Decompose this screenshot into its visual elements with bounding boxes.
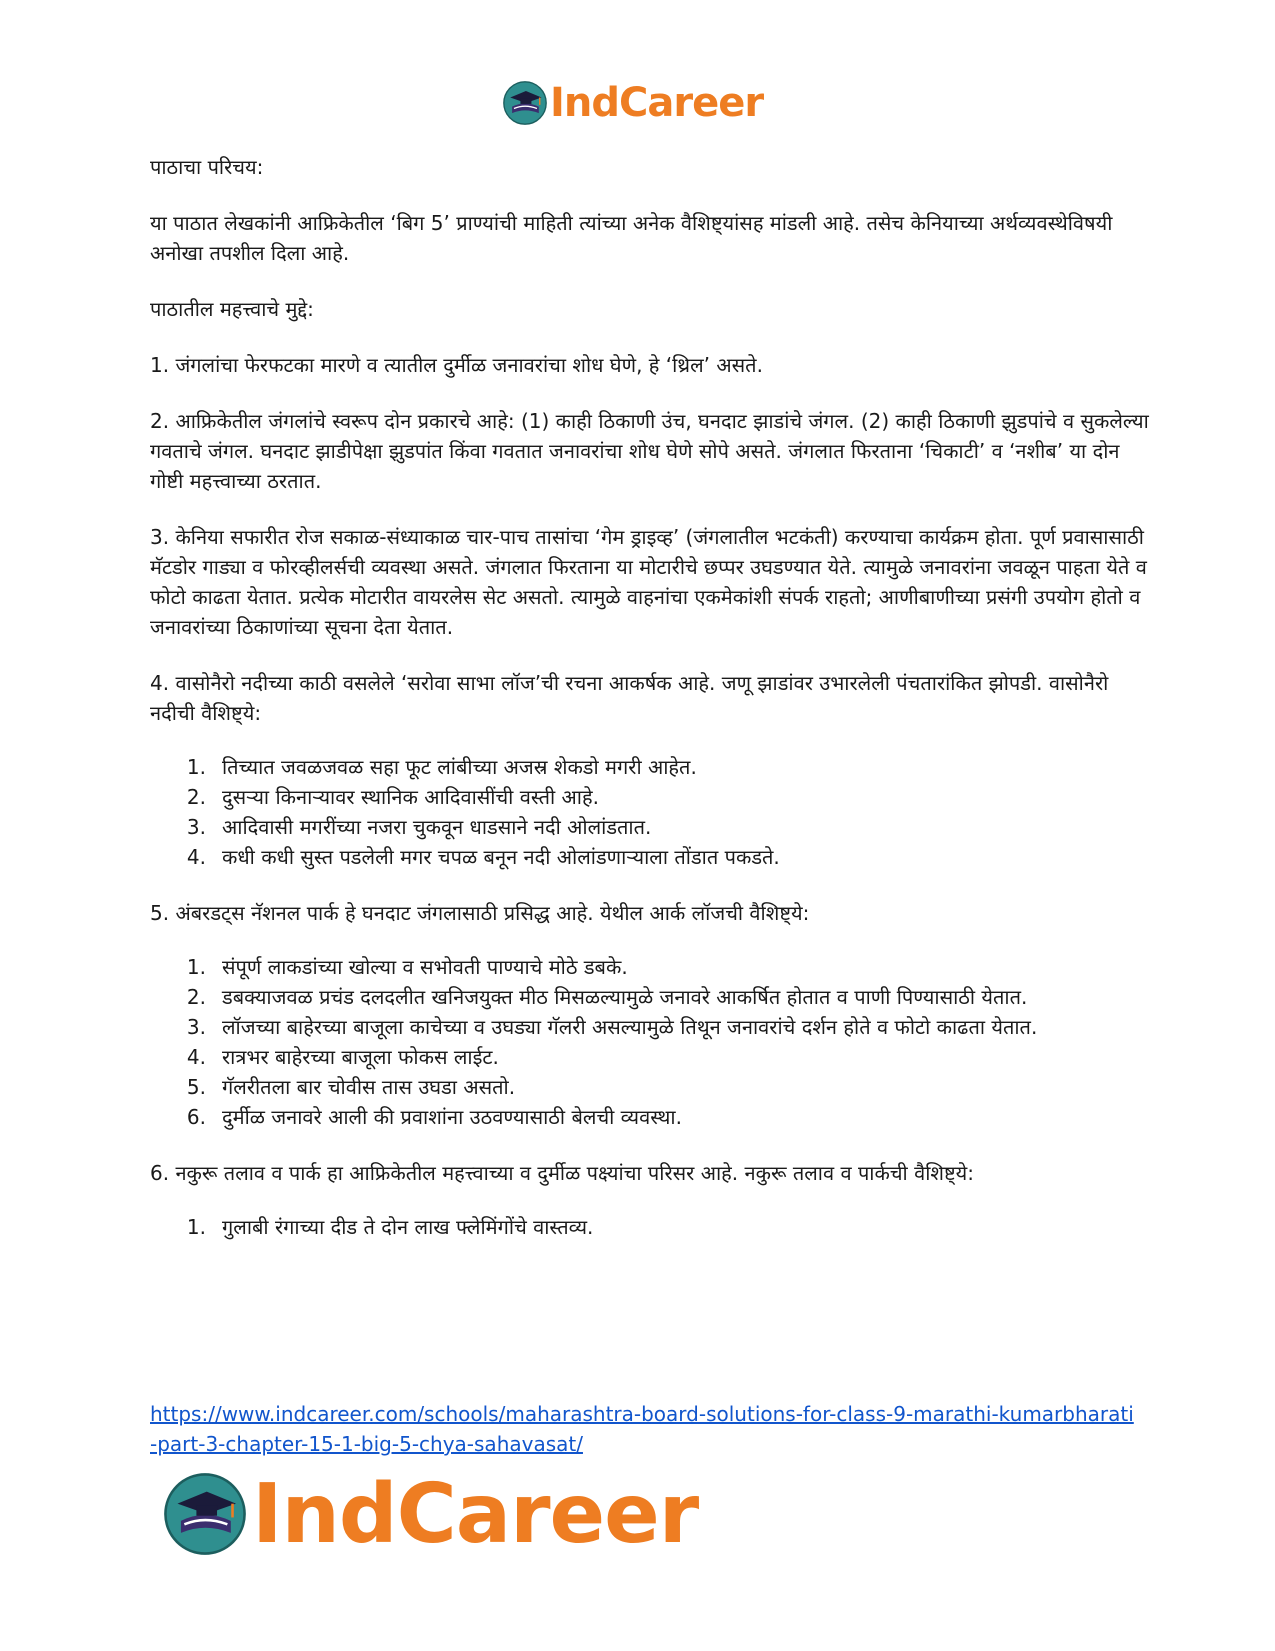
list-item: 1. संपूर्ण लाकडांच्या खोल्या व सभोवती पाण्याचे मोठे डबके.: [186, 955, 628, 979]
list-item: 3. आदिवासी मगरींच्या नजरा चुकवून धाडसाने नदी ओलांडतात.: [186, 815, 652, 839]
brand-wordmark: IndCareer: [550, 80, 764, 126]
graduation-cap-book-logo-icon: [162, 1471, 248, 1557]
footer-logo: [162, 1468, 698, 1560]
brand-wordmark: IndCareer: [252, 1466, 699, 1562]
river-features-list: [150, 752, 1150, 872]
source-link[interactable]: https://www.indcareer.com/schools/maharashtra-board-solutions-for-class-9-marathi-kumarbharati-part-3-chapter-15-1-big-5-chya-sahavasat/: [150, 1402, 1134, 1456]
intro-heading: पाठाचा परिचय:: [150, 155, 264, 179]
list-item: 4. रात्रभर बाहेरच्या बाजूला फोकस लाईट.: [186, 1045, 499, 1069]
point-3: 3. केनिया सफारीत रोज सकाळ-संध्याकाळ चार-पाच तासांचा ‘गेम ड्राइव्ह’ (जंगलातील भटकंती) करण्याचा कार्यक्रम होता. पूर्ण प्रवासासाठी मॅटडोर गाड्या व फोरव्हीलर्सची व्यवस्था असते. जंगलात फिरताना या मोटारीचे छप्पर उघडण्यात येते. त्यामुळे जनावरांना जवळून पाहता येते व फोटो काढता येतात. प्रत्येक मोटारीत वायरलेस सेट असतो. त्यामुळे वाहनांचा एकमेकांशी संपर्क राहतो; आणीबाणीच्या प्रसंगी उपयोग होतो व जनावरांच्या ठिकाणांच्या सूचना देता येतात.: [150, 525, 1147, 639]
list-item: 1. गुलाबी रंगाच्या दीड ते दोन लाख फ्लेमिंगोंचे वास्तव्य.: [186, 1215, 594, 1239]
point-4: 4. वासोनैरो नदीच्या काठी वसलेले ‘सरोवा साभा लॉज’ची रचना आकर्षक आहे. जणू झाडांवर उभारलेली पंचतारांकित झोपडी. वासोनैरो नदीची वैशिष्ट्ये:: [150, 671, 1109, 725]
lake-features-list: [150, 1212, 1150, 1242]
point-2: 2. आफ्रिकेतील जंगलांचे स्वरूप दोन प्रकारचे आहे: (1) काही ठिकाणी उंच, घनदाट झाडांचे जंगल. (2) काही ठिकाणी झुडपांचे व सुकलेल्या गवताचे जंगल. घनदाट झाडीपेक्षा झुडपांत किंवा गवतात जनावरांचा शोध घेणे सोपे असते. जंगलात फिरताना ‘चिकाटी’ व ‘नशीब’ या दोन गोष्टी महत्त्वाच्या ठरतात.: [150, 409, 1149, 493]
list-item: 5. गॅलरीतला बार चोवीस तास उघडा असतो.: [186, 1075, 516, 1099]
point-1: 1. जंगलांचा फेरफटका मारणे व त्यातील दुर्मीळ जनावरांचा शोध घेणे, हे ‘थ्रिल’ असते.: [150, 353, 763, 377]
point-6: 6. नकुरू तलाव व पार्क हा आफ्रिकेतील महत्त्वाच्या व दुर्मीळ पक्ष्यांचा परिसर आहे. नकुरू तलाव व पार्कची वैशिष्ट्ये:: [150, 1161, 974, 1185]
list-item: 2. दुसऱ्या किनाऱ्यावर स्थानिक आदिवासींची वस्ती आहे.: [186, 785, 599, 809]
points-heading: पाठातील महत्त्वाचे मुद्दे:: [150, 297, 314, 321]
list-item: 2. डबक्याजवळ प्रचंड दलदलीत खनिजयुक्त मीठ मिसळल्यामुळे जनावरे आकर्षित होतात व पाणी पिण्यासाठी येतात.: [186, 985, 1028, 1009]
graduation-cap-book-logo-icon: [502, 80, 548, 126]
intro-text: या पाठात लेखकांनी आफ्रिकेतील ‘बिग 5’ प्राण्यांची माहिती त्यांच्या अनेक वैशिष्ट्यांसह मांडली आहे. तसेच केनियाच्या अर्थव्यवस्थेविषयी अनोखा तपशील दिला आहे.: [150, 211, 1113, 265]
lodge-features-list: [150, 952, 1150, 1132]
list-item: 1. तिच्यात जवळजवळ सहा फूट लांबीच्या अजस्र शेकडो मगरी आहेत.: [186, 755, 697, 779]
point-5: 5. अंबरडट्स नॅशनल पार्क हे घनदाट जंगलासाठी प्रसिद्ध आहे. येथील आर्क लॉजची वैशिष्ट्ये:: [150, 901, 810, 925]
list-item: 6. दुर्मीळ जनावरे आली की प्रवाशांना उठवण्यासाठी बेलची व्यवस्था.: [186, 1105, 682, 1129]
list-item: 3. लॉजच्या बाहेरच्या बाजूला काचेच्या व उघड्या गॅलरी असल्यामुळे तिथून जनावरांचे दर्शन होते व फोटो काढता येतात.: [186, 1015, 1038, 1039]
document-body: [150, 138, 1150, 1242]
header-logo: [502, 78, 763, 128]
list-item: 4. कधी कधी सुस्त पडलेली मगर चपळ बनून नदी ओलांडणाऱ्याला तोंडात पकडते.: [186, 845, 780, 869]
